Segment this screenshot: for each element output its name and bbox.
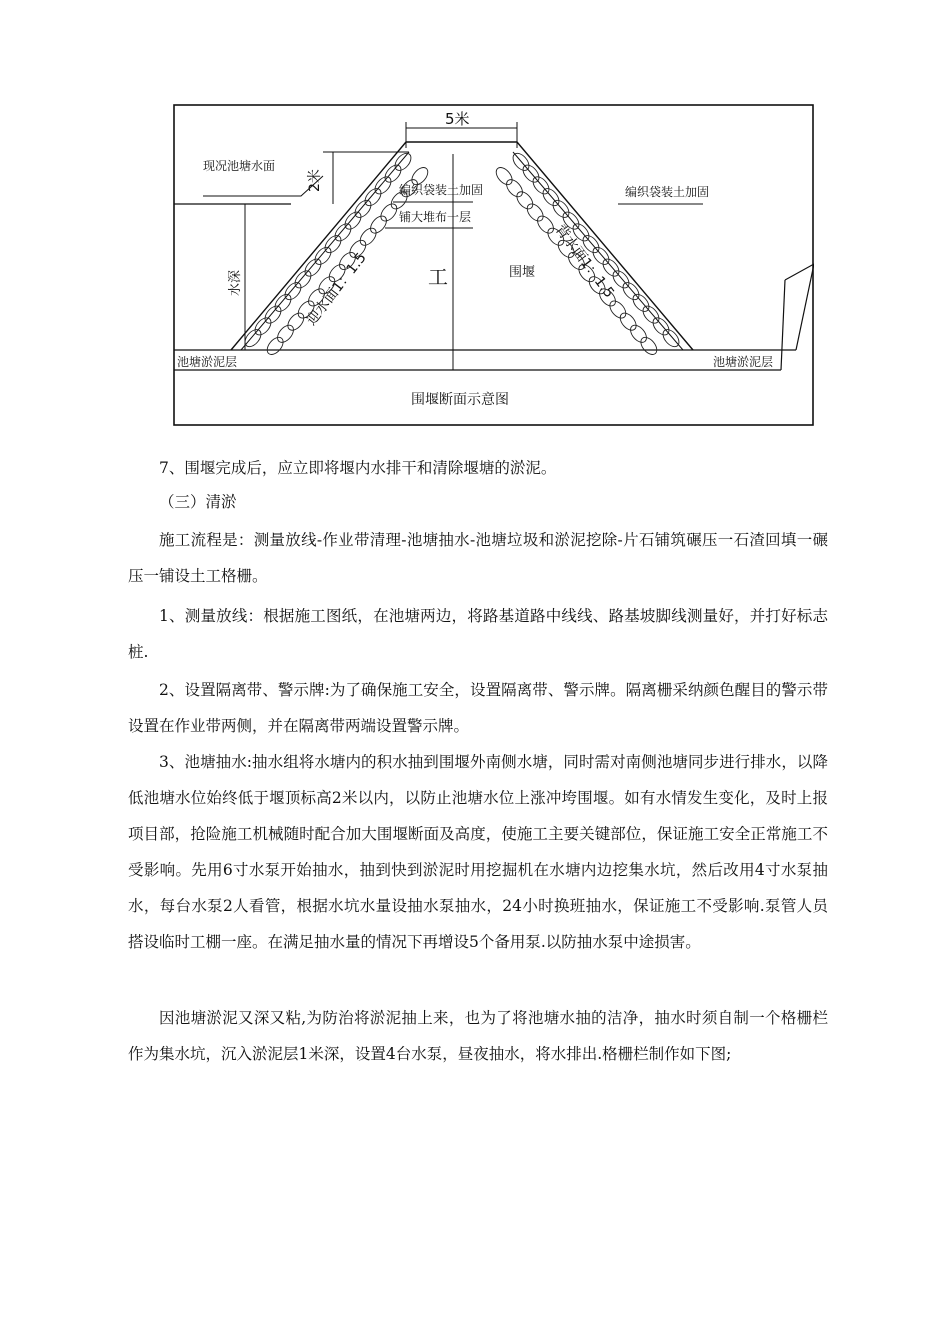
figure-frame [174,105,813,425]
figure-title: 围堰断面示意图 [411,392,509,408]
sandbag [617,310,639,333]
paragraph-3: 3、池塘抽水:抽水组将水塘内的积水抽到围堰外南侧水塘，同时需对南侧池塘同步进行排水，以降低池塘水位始终低于堰顶标高2米以内，以防止池塘水位上涨冲垮围堰。如有水情发生变化，及时上报项目部，抢险施工机械随时配合加大围堰断面及高度，使施工主要关键部位，保证施工安全正常施工不受影响。先用6寸水泵开始抽水，抽到快到淤泥时用挖掘机在水塘内边挖集水坑，然后改用4寸水泵抽水，每台水泵2人看管，根据水坑水量设抽水泵抽水，24小时换班抽水，保证施工不受影响.泵管人员搭设临时工棚一座。在满足抽水量的情况下再增设5个备用泵.以防抽水泵中途损害。 [128,753,828,951]
bag-right-label: 编织袋装土加固 [625,185,710,199]
sandbag [285,310,307,333]
geotextile-label: 铺大堆布一层 [399,210,472,224]
water-depth-label: 水深 [228,269,243,296]
sandbag [493,165,515,188]
paragraph-flow: 施工流程是：测量放线-作业带清理-池塘抽水-池塘垃圾和淤泥挖除-片石铺筑碾压一石渣回填一碾压一铺设土工格栅。 [128,531,828,585]
left-outer-slope [241,152,409,350]
sludge-right-label: 池塘淤泥层 [713,355,774,369]
sandbag [342,209,364,232]
paragraph-4: 因池塘淤泥又深又粘,为防治将淤泥抽上来，也为了将池塘水抽的洁净，抽水时须自制一个格栅栏作为集水坑，沉入淤泥层1米深，设置4台水泵，昼夜抽水，将水排出.格栅栏制作如下图; [128,1009,828,1063]
bag-left-label: 编织袋装土加固 [399,183,484,197]
sandbag [352,197,374,220]
sandbag [332,221,354,244]
sandbag [660,327,682,350]
embankment-outline [231,142,693,350]
cofferdam-label: 围堰 [509,265,536,280]
sandbag [650,315,672,338]
leader-water-level [203,176,323,196]
sandbag [322,233,344,256]
top-width-label: 5米 [445,110,470,128]
sandbag [357,225,379,248]
sandbag [630,291,652,314]
paragraph-1: 1、测量放线：根据施工图纸，在池塘两边，将路基道路中线线、路基坡脚线测量好，并打好标志桩. [128,607,828,661]
right-bank-top [785,264,814,280]
right-bank-line [796,264,814,350]
sandbag [292,268,314,291]
sandbag [524,201,546,224]
sandbag [367,213,389,236]
sandbag [607,298,629,321]
cofferdam-section-figure [173,104,814,426]
sandbag [514,189,536,212]
sandbag [262,303,284,326]
paragraph-2: 2、设置隔离带、警示牌:为了确保施工安全，设置隔离带、警示牌。隔离栅采纳颜色醒目的警示带设置在作业带两侧，并在隔离带两端设置警示牌。 [128,681,828,735]
sandbag [264,334,286,357]
sandbag [252,315,274,338]
slope-left-label: 迎水面1：1.5 [303,249,370,329]
freeboard-label: 2米 [307,169,323,192]
right-bank-low [781,280,785,370]
section-heading: （三）清淤 [159,493,237,511]
sludge-left-label: 池塘淤泥层 [177,355,238,369]
sandbag [272,291,294,314]
sandbag [378,201,400,224]
sandbag [503,177,525,200]
sandbag [640,303,662,326]
sandbag [638,334,660,357]
slope-right-label: 背水面1：1.5 [551,221,618,302]
sandbag [312,244,334,267]
paragraph-7: 7、围堰完成后，应立即将堰内水排干和清除堰塘的淤泥。 [159,459,557,477]
height-mark: 工 [428,265,448,289]
sandbag [372,174,394,197]
sandbag [274,322,296,345]
sandbag [282,280,304,303]
pond-water-level-label: 现况池塘水面 [203,159,276,173]
sandbag [302,256,324,279]
sandbag [362,186,384,209]
sandbag [627,322,649,345]
